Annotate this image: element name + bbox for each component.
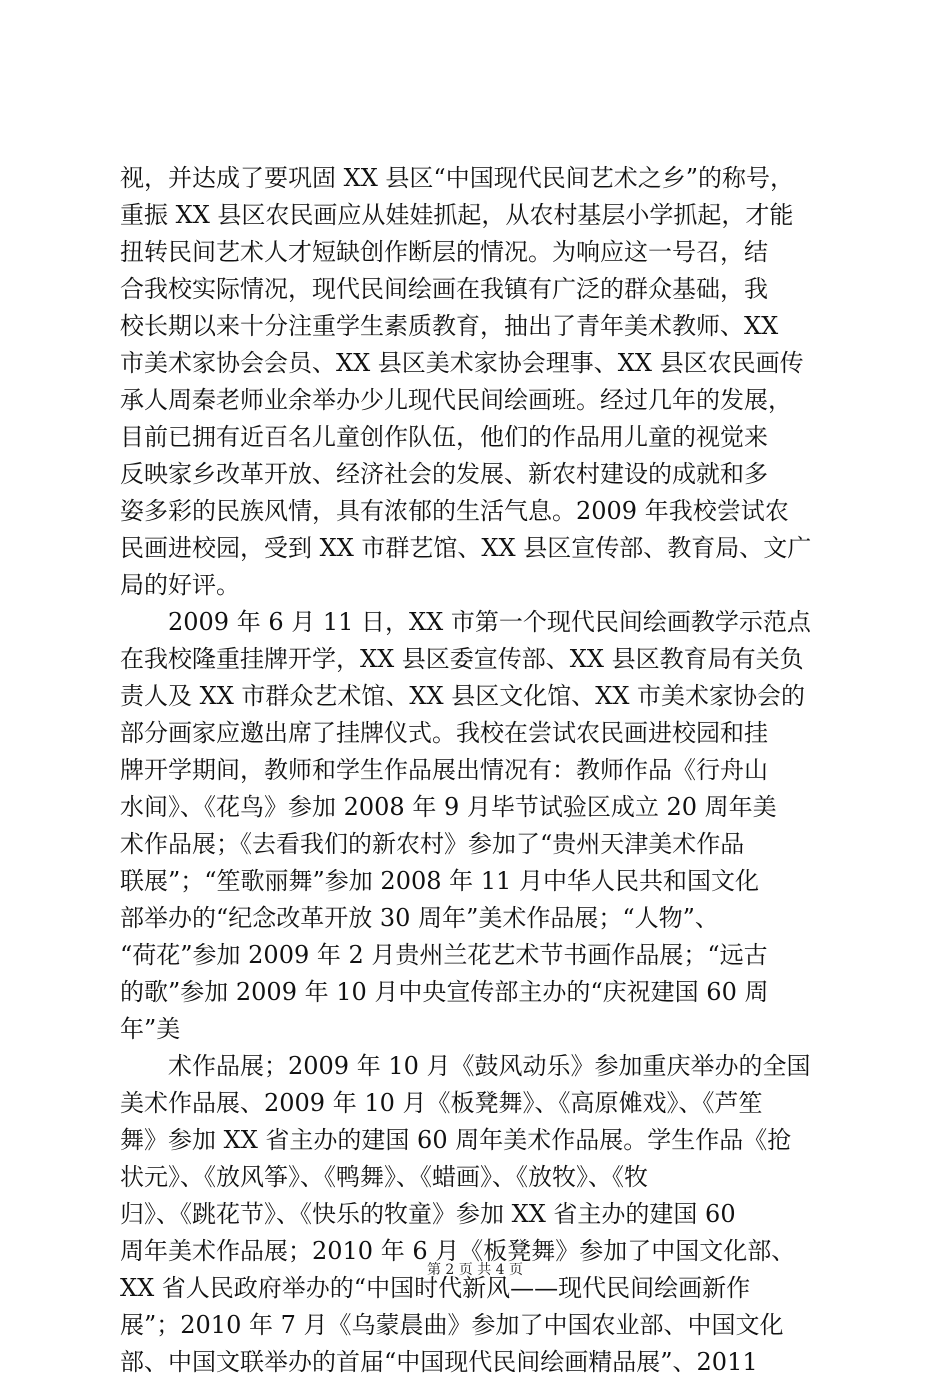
text-line: 在我校隆重挂牌开学，XX 县区委宣传部、XX 县区教育局有关负: [120, 645, 804, 673]
text-line: 视，并达成了要巩固 XX 县区“中国现代民间艺术之乡”的称号，: [120, 164, 794, 192]
text-line: 周年美术作品展；2010 年 6 月《板凳舞》参加了中国文化部、: [120, 1237, 796, 1265]
text-line: 归》、《跳花节》、《快乐的牧童》参加 XX 省主办的建国 60: [120, 1200, 736, 1228]
text-line: 局的好评。: [120, 571, 240, 599]
text-line: 合我校实际情况，现代民间绘画在我镇有广泛的群众基础，我: [120, 275, 768, 303]
text-line: “荷花”参加 2009 年 2 月贵州兰花艺术节书画作品展；“远古: [120, 941, 768, 969]
text-line: 术作品展；2009 年 10 月《鼓风动乐》参加重庆举办的全国: [168, 1052, 811, 1080]
text-line: 校长期以来十分注重学生素质教育，抽出了青年美术教师、XX: [120, 312, 779, 340]
text-line: XX 省人民政府举办的“中国时代新风——现代民间绘画新作: [120, 1274, 751, 1302]
text-line: 美术作品展、2009 年 10 月《板凳舞》、《高原傩戏》、《芦笙: [120, 1089, 763, 1117]
text-line: 承人周秦老师业余举办少儿现代民间绘画班。经过几年的发展，: [120, 386, 792, 414]
text-line: 姿多彩的民族风情，具有浓郁的生活气息。2009 年我校尝试农: [120, 497, 789, 525]
text-line: 重振 XX 县区农民画应从娃娃抓起，从农村基层小学抓起，才能: [120, 201, 794, 229]
document-body: [120, 160, 840, 1381]
text-line: 部举办的“纪念改革开放 30 周年”美术作品展；“人物”、: [120, 904, 719, 932]
text-line: 展”；2010 年 7 月《乌蒙晨曲》参加了中国农业部、中国文化: [120, 1311, 784, 1339]
text-line: 联展”；“笙歌丽舞”参加 2008 年 11 月中华人民共和国文化: [120, 867, 759, 895]
text-line: 的歌”参加 2009 年 10 月中央宣传部主办的“庆祝建国 60 周: [120, 978, 769, 1006]
paragraph: [120, 604, 840, 1048]
text-line: 2009 年 6 月 11 日，XX 市第一个现代民间绘画教学示范点: [168, 608, 811, 636]
text-line: 舞》参加 XX 省主办的建国 60 周年美术作品展。学生作品《抢: [120, 1126, 792, 1154]
page-footer: 第 2 页 共 4 页: [426, 1262, 524, 1278]
text-line: 市美术家协会会员、XX 县区美术家协会理事、XX 县区农民画传: [120, 349, 804, 377]
text-line: 部分画家应邀出席了挂牌仪式。我校在尝试农民画进校园和挂: [120, 719, 768, 747]
text-line: 反映家乡改革开放、经济社会的发展、新农村建设的成就和多: [120, 460, 768, 488]
text-line: 民画进校园，受到 XX 市群艺馆、XX 县区宣传部、教育局、文广: [120, 534, 812, 562]
text-line: 牌开学期间，教师和学生作品展出情况有：教师作品《行舟山: [120, 756, 768, 784]
paragraph: [120, 1048, 840, 1381]
text-line: 扭转民间艺术人才短缺创作断层的情况。为响应这一号召，结: [120, 238, 768, 266]
text-line: 年”美: [120, 1015, 181, 1043]
text-line: 目前已拥有近百名儿童创作队伍，他们的作品用儿童的视觉来: [120, 423, 768, 451]
text-line: 水间》、《花鸟》参加 2008 年 9 月毕节试验区成立 20 周年美: [120, 793, 777, 821]
text-line: 责人及 XX 市群众艺术馆、XX 县区文化馆、XX 市美术家协会的: [120, 682, 806, 710]
text-line: 状元》、《放风筝》、《鸭舞》、《蜡画》、《放牧》、《牧: [120, 1163, 648, 1191]
text-line: 术作品展；《去看我们的新农村》参加了“贵州天津美术作品: [120, 830, 745, 858]
paragraph: [120, 160, 840, 604]
text-line: 部、中国文联举办的首届“中国现代民间绘画精品展”、2011: [120, 1348, 758, 1376]
